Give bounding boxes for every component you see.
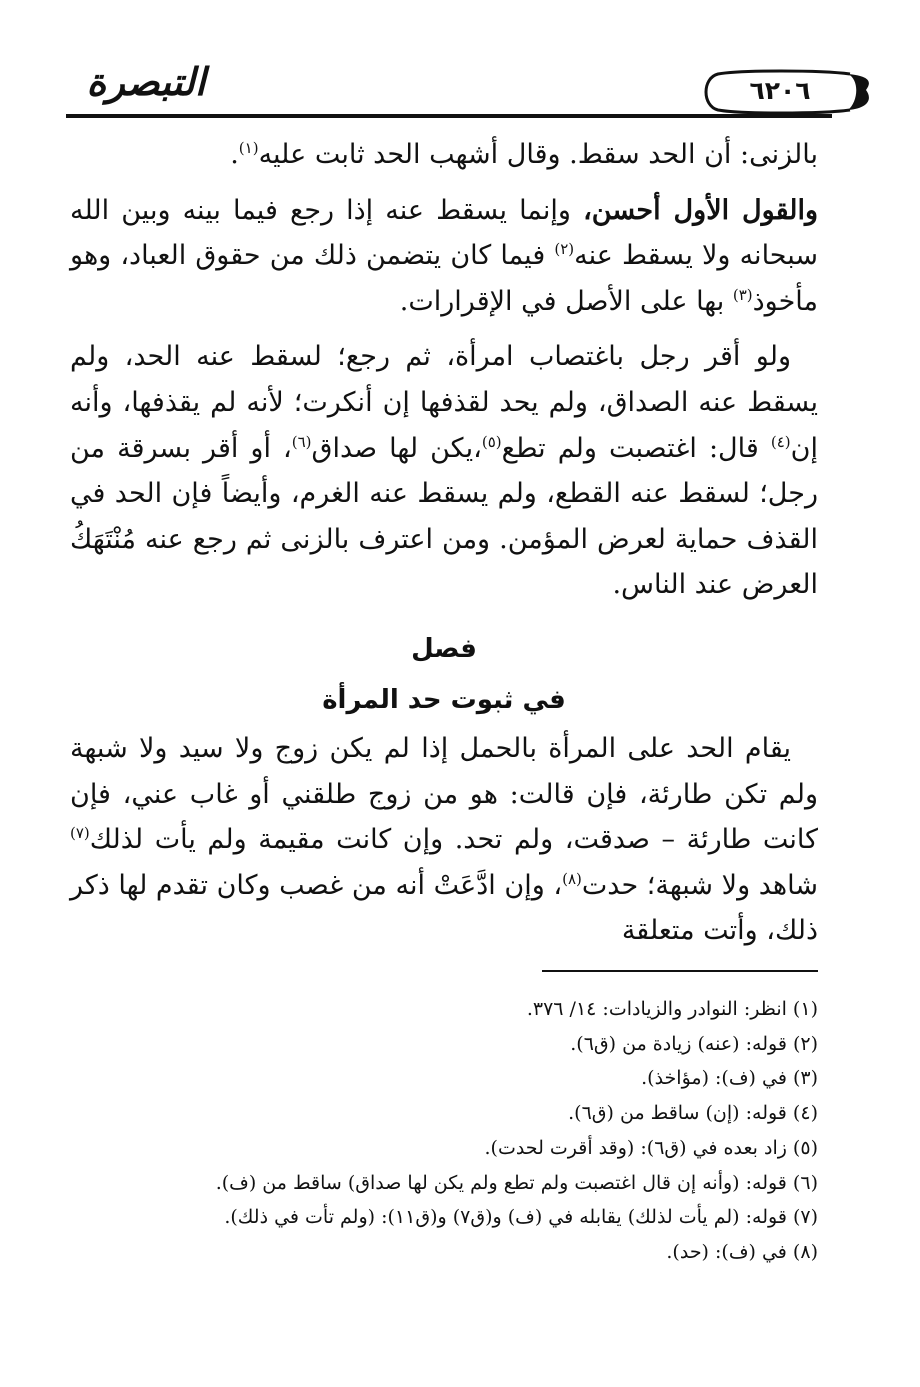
text-run: شاهد ولا شبهة؛ حدت bbox=[581, 869, 818, 901]
bold-lead: والقول الأول أحسن، bbox=[583, 194, 818, 226]
footnote-ref: (٦) bbox=[291, 432, 312, 451]
section-heading: فصل bbox=[411, 633, 477, 664]
text-run: ، أو أقر بسرقة من رجل؛ لسقط عنه القطع، ولم يسقط عنه الغرم، وأيضاً فإن الحد في القذف حماية لعرض المؤمن. ومن اعترف بالزنى ثم رجع عنه مُنْتَهَكُ العرض عند الناس. bbox=[70, 432, 818, 601]
text-run: بها على الأصل في الإقرارات. bbox=[399, 285, 733, 317]
footnote: (٢) قوله: (عنه) زيادة من (ق٦). bbox=[570, 1032, 818, 1055]
footnote: (٧) قوله: (لم يأت لذلك) يقابله في (ف) و(ق٧) و(ق١١): (ولم تأت في ذلك). bbox=[224, 1206, 818, 1229]
text-run: فيما كان يتضمن ذلك من حقوق العباد، وهو مأخوذ bbox=[70, 240, 818, 317]
book-title-logo bbox=[66, 52, 226, 112]
paragraph-1 bbox=[70, 132, 818, 178]
footnote: (٣) في (ف): (مؤاخذ). bbox=[641, 1067, 818, 1090]
header-rule bbox=[66, 114, 832, 118]
page-number: ٦٢٠٦ bbox=[749, 76, 811, 105]
text-run: يقام الحد على المرأة بالحمل إذا لم يكن زوج ولا سيد ولا شبهة ولم تكن طارئة، فإن قالت: هو من زوج طلقني أو غاب عني، فإن كانت طارئة – صدقت، ولم تحد. وإن كانت مقيمة ولم يأت لذلك bbox=[70, 732, 818, 856]
footnote-ref: (٧) bbox=[70, 824, 90, 843]
page-header bbox=[66, 40, 832, 118]
footnote-ref: (١) bbox=[238, 139, 259, 157]
text-run: قال: اغتصبت ولم تطع bbox=[501, 432, 771, 464]
footnote: (٤) قوله: (إن) ساقط من (ق٦). bbox=[568, 1102, 818, 1125]
text-run: وإنما يسقط عنه إذا رجع فيما بينه وبين الله سبحانه ولا يسقط عنه bbox=[70, 194, 818, 272]
footnote: (٦) قوله: (وأنه إن قال اغتصبت ولم تطع ولم يكن لها صداق) ساقط من (ف). bbox=[215, 1171, 818, 1194]
footnotes bbox=[70, 992, 818, 1270]
section-subheading: في ثبوت حد المرأة bbox=[322, 684, 566, 715]
text-run: بالزنى: أن الحد سقط. وقال أشهب الحد ثابت عليه bbox=[258, 139, 818, 170]
footnote: (٨) في (ف): (حد). bbox=[666, 1240, 818, 1263]
footnote: (١) انظر: النوادر والزيادات: ١٤/ ٣٧٦. bbox=[526, 998, 818, 1020]
paragraph-4 bbox=[70, 726, 818, 954]
footnote-ref: (٢) bbox=[554, 240, 575, 259]
text-run: ولو أقر رجل باغتصاب امرأة، ثم رجع؛ لسقط عنه الحد، ولم يسقط عنه الصداق، ولم يحد لقذفها إن أنكرت؛ لأنه لم يقذفها، وأنه إن bbox=[70, 341, 818, 464]
book-title: التبصرة bbox=[86, 59, 206, 104]
footnote-ref: (٥) bbox=[481, 432, 502, 451]
footnote-ref: (٨) bbox=[562, 869, 582, 888]
main-text bbox=[70, 132, 818, 954]
text-run: . bbox=[230, 139, 239, 170]
footnote-ref: (٣) bbox=[732, 285, 753, 304]
text-run: ،يكن لها صداق bbox=[311, 432, 482, 464]
paragraph-2 bbox=[70, 188, 818, 325]
footnote-separator bbox=[542, 970, 818, 972]
footnote: (٥) زاد بعده في (ق٦): (وقد أقرت لحدت). bbox=[484, 1136, 818, 1159]
text-run: ، وإن ادَّعَتْ أنه من غصب وكان تقدم لها ذكر ذلك، وأتت متعلقة bbox=[70, 869, 818, 947]
footnote-ref: (٤) bbox=[770, 432, 791, 451]
paragraph-3 bbox=[70, 334, 818, 608]
page-number-badge bbox=[700, 68, 870, 114]
